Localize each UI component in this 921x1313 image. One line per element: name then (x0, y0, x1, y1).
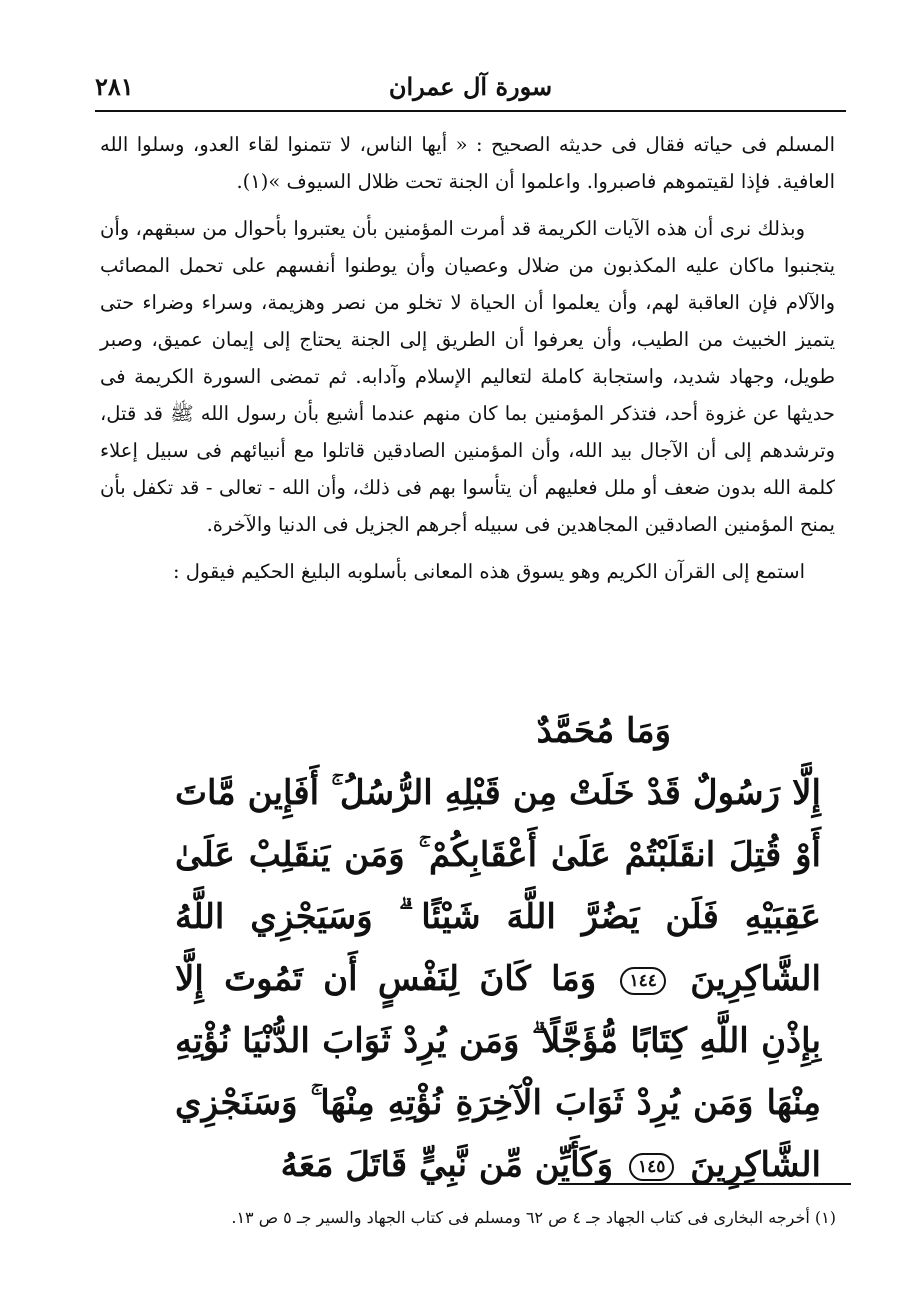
footnote: (١) أخرجه البخارى فى كتاب الجهاد جـ ٤ ص ٦٢ ومسلم فى كتاب الجهاد والسير جـ ٥ ص ١٣. (231, 1208, 836, 1227)
verse-145: وَمَا كَانَ لِنَفْسٍ أَن تَمُوتَ إِلَّا بِإِذْنِ اللَّهِ كِتَابًا مُّؤَجَّلًا ۗ وَمَن يُرِدْ ثَوَابَ الدُّنْيَا نُؤْتِهِ مِنْهَا وَمَن يُرِدْ ثَوَابَ الْآخِرَةِ نُؤْتِهِ مِنْهَا ۚ وَسَنَجْزِي الشَّاكِرِينَ (175, 959, 821, 1185)
page-number: ٢٨١ (95, 72, 134, 101)
paragraph-3: استمع إلى القرآن الكريم وهو يسوق هذه المعانى بأسلوبه البليغ الحكيم فيقول : (172, 560, 805, 583)
verse-146-start: وَكَأَيِّن مِّن نَّبِيٍّ قَاتَلَ مَعَهُ (280, 1145, 614, 1185)
running-header (95, 68, 846, 112)
surah-title: سورة آل عمران (388, 72, 553, 101)
ayah-number-144: ١٤٤ (620, 967, 665, 995)
quran-verses (175, 700, 821, 1196)
footnote-divider (558, 1183, 851, 1185)
body-text (100, 126, 835, 600)
paragraph-2: وبذلك نرى أن هذه الآيات الكريمة قد أمرت المؤمنين بأن يعتبروا بأحوال من سبقهم، وأن يتجنبوا ماكان عليه المكذبون من ضلال وعصيان وأن يوطنوا أنفسهم على تحمل المصائب والآلام فإن العاقبة لهم، وأن يعلموا أن الحياة لا تخلو من نصر وهزيمة، وسراء وضراء حتى يتميز الخبيث من الطيب، وأن يعرفوا أن الطريق إلى الجنة يحتاج إلى إيمان عميق، وصبر طويل، وجهاد شديد، واستجابة كاملة لتعاليم الإسلام وآدابه. ثم تمضى السورة الكريمة فى حديثها عن غزوة أحد، فتذكر المؤمنين بما كان منهم عندما أشيع بأن رسول الله ﷺ قد قتل، وترشدهم إلى أن الآجال بيد الله، وأن المؤمنين الصادقين قاتلوا مع أنبيائهم فى سبيل إعلاء كلمة الله بدون ضعف أو ملل فعليهم أن يتأسوا بهم فى ذلك، وأن الله - تعالى - قد تكفل بأن يمنح المؤمنين الصادقين المجاهدين فى سبيله أجرهم الجزيل فى الدنيا والآخرة. (100, 217, 835, 536)
ayah-number-145: ١٤٥ (629, 1153, 674, 1181)
paragraph-1: المسلم فى حياته فقال فى حديثه الصحيح : « أيها الناس، لا تتمنوا لقاء العدو، وسلوا الله العافية. فإذا لقيتموهم فاصبروا. واعلموا أن الجنة تحت ظلال السيوف »(١). (100, 133, 835, 193)
verse-opening: وَمَا مُحَمَّدٌ (536, 711, 671, 751)
verse-144: إِلَّا رَسُولٌ قَدْ خَلَتْ مِن قَبْلِهِ الرُّسُلُ ۚ أَفَإِين مَّاتَ أَوْ قُتِلَ انقَلَبْتُمْ عَلَىٰ أَعْقَابِكُمْ ۚ وَمَن يَنقَلِبْ عَلَىٰ عَقِبَيْهِ فَلَن يَضُرَّ اللَّهَ شَيْئًا ۗ وَسَيَجْزِي اللَّهُ الشَّاكِرِينَ (175, 773, 821, 999)
